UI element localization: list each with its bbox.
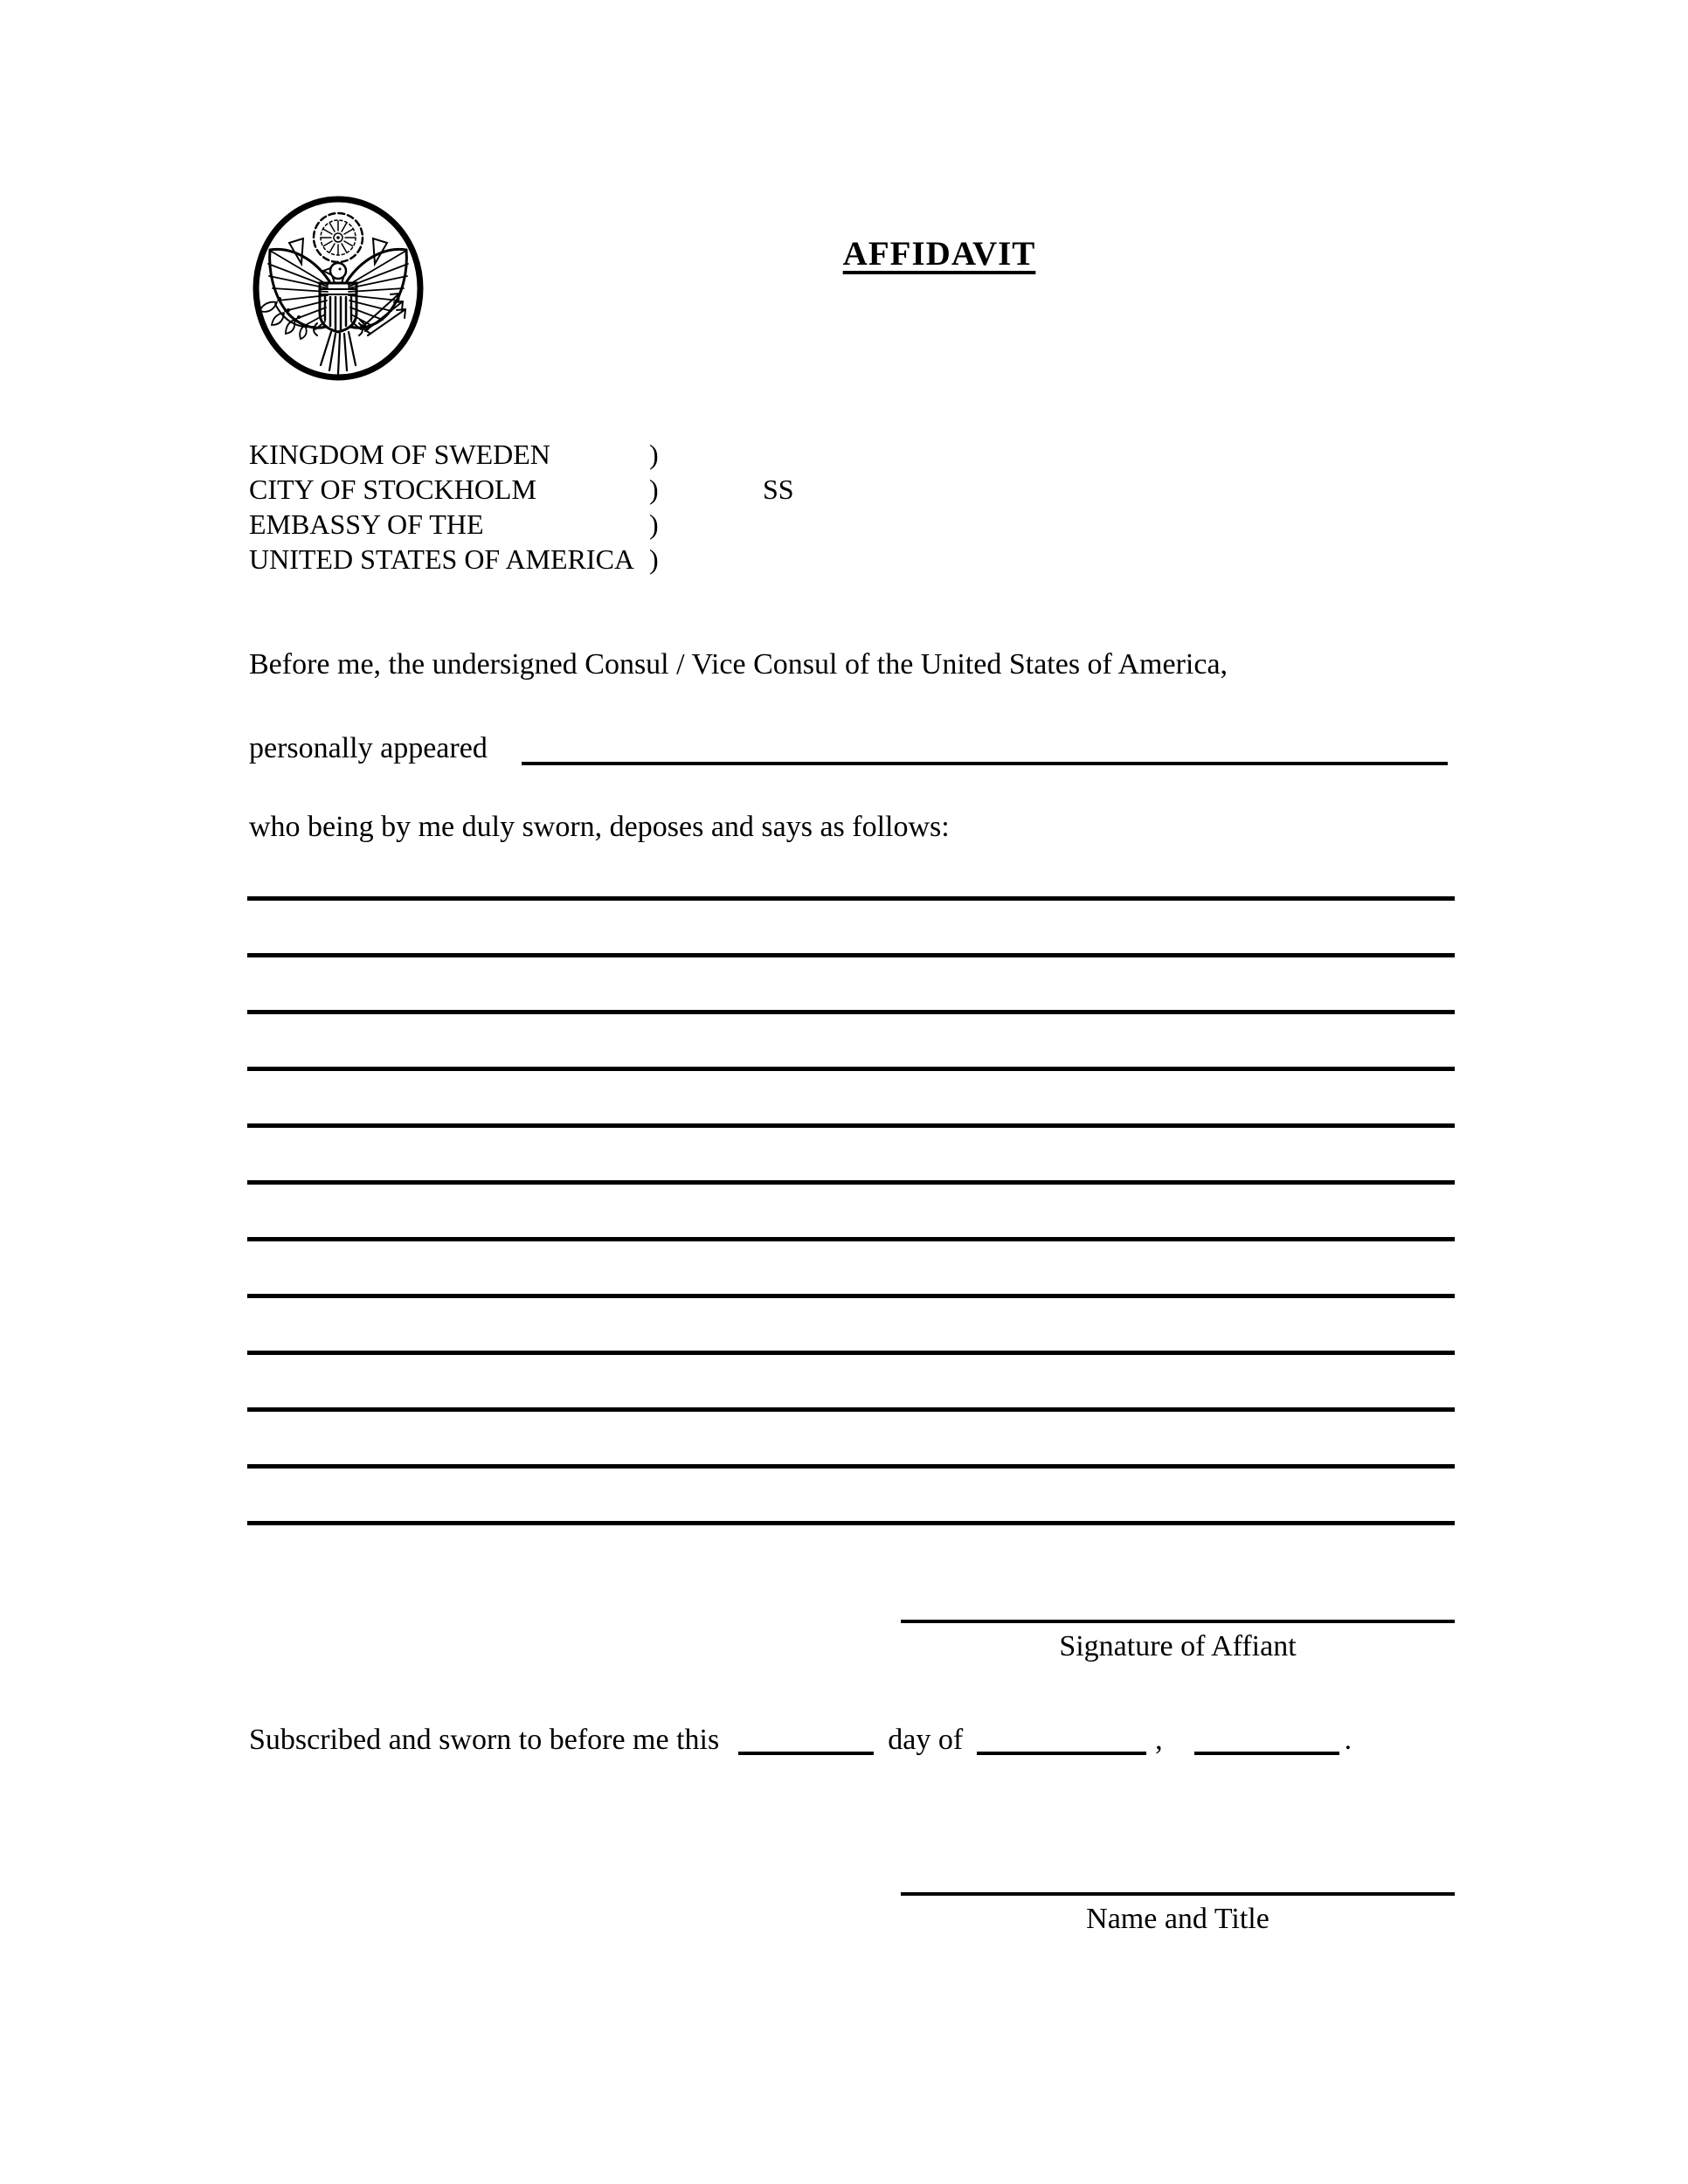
venue-paren: ) [649,508,659,540]
venue-label: KINGDOM OF SWEDEN [249,439,550,470]
deposition-blank-line[interactable] [247,1407,1455,1412]
venue-paren: ) [649,439,659,470]
deposition-blank-line[interactable] [247,1294,1455,1298]
deposition-blank-line[interactable] [247,1123,1455,1128]
venue-label: UNITED STATES OF AMERICA [249,543,635,575]
venue-label: EMBASSY OF THE [249,508,484,540]
jurat-day-of-label: day of [888,1724,964,1756]
name-title-field[interactable] [901,1892,1455,1896]
deposition-blank-line[interactable] [247,1067,1455,1071]
deposition-blank-line[interactable] [247,1010,1455,1014]
name-title-caption: Name and Title [1086,1903,1269,1935]
venue-paren: ) [649,543,659,575]
jurat-day-field[interactable] [738,1722,874,1755]
venue-row [249,543,1035,578]
jurat-comma: , [1155,1724,1163,1756]
deposition-blank-line[interactable] [247,953,1455,957]
jurat-period: . [1344,1724,1352,1756]
venue-row [249,508,1035,543]
venue-label: CITY OF STOCKHOLM [249,473,536,505]
jurat-year-field[interactable] [1194,1722,1339,1755]
deposition-blank-line[interactable] [247,1180,1455,1185]
deposition-lines [247,896,1455,1578]
personally-appeared-label: personally appeared [249,732,488,764]
document-title: AFFIDAVIT [842,235,1036,273]
preamble-line-3: who being by me duly sworn, deposes and says as follows: [249,811,950,843]
venue-ss-label: SS [763,473,794,505]
us-great-seal-icon [251,194,425,383]
venue-row [249,473,1035,508]
jurat-prefix: Subscribed and sworn to before me this [249,1724,720,1756]
deposition-blank-line[interactable] [247,1237,1455,1241]
jurat-month-field[interactable] [977,1722,1146,1755]
deposition-blank-line[interactable] [247,1464,1455,1469]
deposition-blank-line[interactable] [247,1521,1455,1525]
deposition-blank-line[interactable] [247,1351,1455,1355]
personally-appeared-field[interactable] [522,762,1448,765]
deposition-blank-line[interactable] [247,896,1455,901]
jurat-line [249,1716,1352,1757]
affiant-signature-field[interactable] [901,1620,1455,1623]
venue-row [249,439,1035,473]
preamble-line-1: Before me, the undersigned Consul / Vice Consul of the United States of America, [249,648,1228,681]
venue-paren: ) [649,473,659,505]
affiant-signature-caption: Signature of Affiant [1059,1630,1297,1662]
